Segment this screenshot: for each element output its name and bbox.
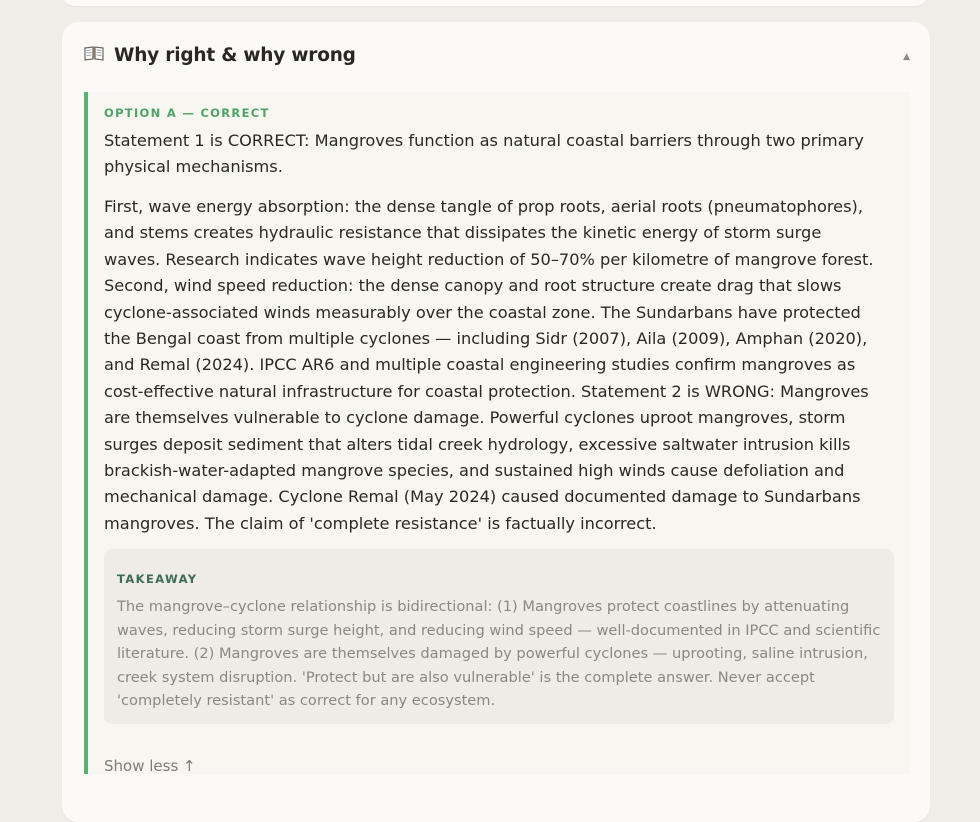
takeaway-text: The mangrove–cyclone relationship is bidirectional: (1) Mangroves protect coastlines by attenuating waves, reducing storm surge height, and reducing wind speed — well-documented in IPCC and scientific literature. (2) Mangroves are themselves damaged by powerful cyclones — uprooting, saline intrusion, creek system disruption. 'Protect but are also vulnerable' is the complete answer. Never accept 'completely resistant' as correct for any ecosystem. [117, 598, 881, 709]
show-less-link[interactable]: Show less ↑ [104, 757, 196, 775]
caret-up-icon[interactable]: ▲ [903, 52, 910, 62]
explanation-paragraph: Statement 1 is CORRECT: Mangroves function as natural coastal barriers through two primary physical mechanisms. [104, 131, 864, 177]
option-status-label: OPTION A — CORRECT [104, 106, 270, 120]
explanation-card [62, 22, 930, 822]
previous-card [62, 0, 928, 6]
section-title: Why right & why wrong [114, 45, 356, 66]
takeaway-box [104, 549, 894, 724]
takeaway-label: TAKEAWAY [117, 572, 198, 586]
explanation-paragraph: First, wave energy absorption: the dense tangle of prop roots, aerial roots (pneumatophores), and stems creates hydraulic resistance that dissipates the kinetic energy of storm surge waves. Research indicates wave height reduction of 50–70% per kilometre of mangrove forest. Second, wind speed reduction: the dense canopy and root structure create drag that slows cyclone-associated winds measurably over the coastal zone. The Sundarbans have protected the Bengal coast from multiple cyclones — including Sidr (2007), Aila (2009), Amphan (2020), and Remal (2024). IPCC AR6 and multiple coastal engineering studies confirm mangroves as cost-effective natural infrastructure for coastal protection. Statement 2 is WRONG: Mangroves are themselves vulnerable to cyclone damage. Powerful cyclones uproot mangroves, storm surges deposit sediment that alters tidal creek hydrology, excessive saltwater intrusion kills brackish-water-adapted mangrove species, and sustained high winds cause defoliation and mechanical damage. Cyclone Remal (May 2024) caused documented damage to Sundarbans mangroves. The claim of 'complete resistance' is factually incorrect. [104, 197, 874, 533]
option-explanation [84, 92, 910, 774]
open-book-icon [84, 44, 104, 64]
explanation-header[interactable] [84, 44, 910, 70]
